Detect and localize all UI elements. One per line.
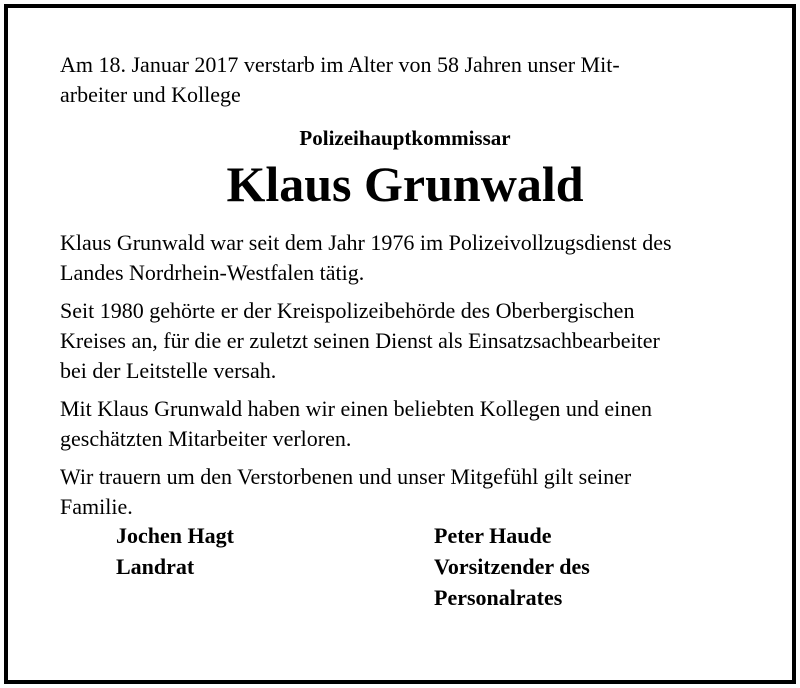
signer-title-left: Landrat <box>116 554 195 579</box>
paragraph-loss: Mit Klaus Grunwald haben wir einen beliebten Kollegen und einen geschätzten Mitarbeiter verloren. <box>60 396 653 451</box>
deceased-name: Klaus Grunwald <box>226 156 584 212</box>
intro-text: Am 18. Januar 2017 verstarb im Alter von 58 Jahren unser Mit- arbeiter und Kollege <box>60 52 620 107</box>
notice-content <box>60 50 750 530</box>
paragraph-condolence: Wir trauern um den Verstorbenen und unser Mitgefühl gilt seiner Familie. <box>60 464 632 519</box>
signature-left <box>116 520 234 582</box>
paragraph-service: Seit 1980 gehörte er der Kreispolizeibehörde des Oberbergischen Kreises an, für die er zuletzt seinen Dienst als Einsatzsachbearbeiter bei der Leitstelle versah. <box>60 298 660 383</box>
signer-title-right-line2: Personalrates <box>434 585 563 610</box>
signer-name-right: Peter Haude <box>434 523 552 548</box>
paragraph-career: Klaus Grunwald war seit dem Jahr 1976 im Polizeivollzugsdienst des Landes Nordrhein-Westfalen tätig. <box>60 230 672 285</box>
signer-title-right-line1: Vorsitzender des <box>434 554 590 579</box>
signature-right <box>434 520 590 613</box>
deceased-rank: Polizeihauptkommissar <box>299 126 511 150</box>
notice-frame <box>4 4 796 684</box>
signer-name-left: Jochen Hagt <box>116 523 234 548</box>
